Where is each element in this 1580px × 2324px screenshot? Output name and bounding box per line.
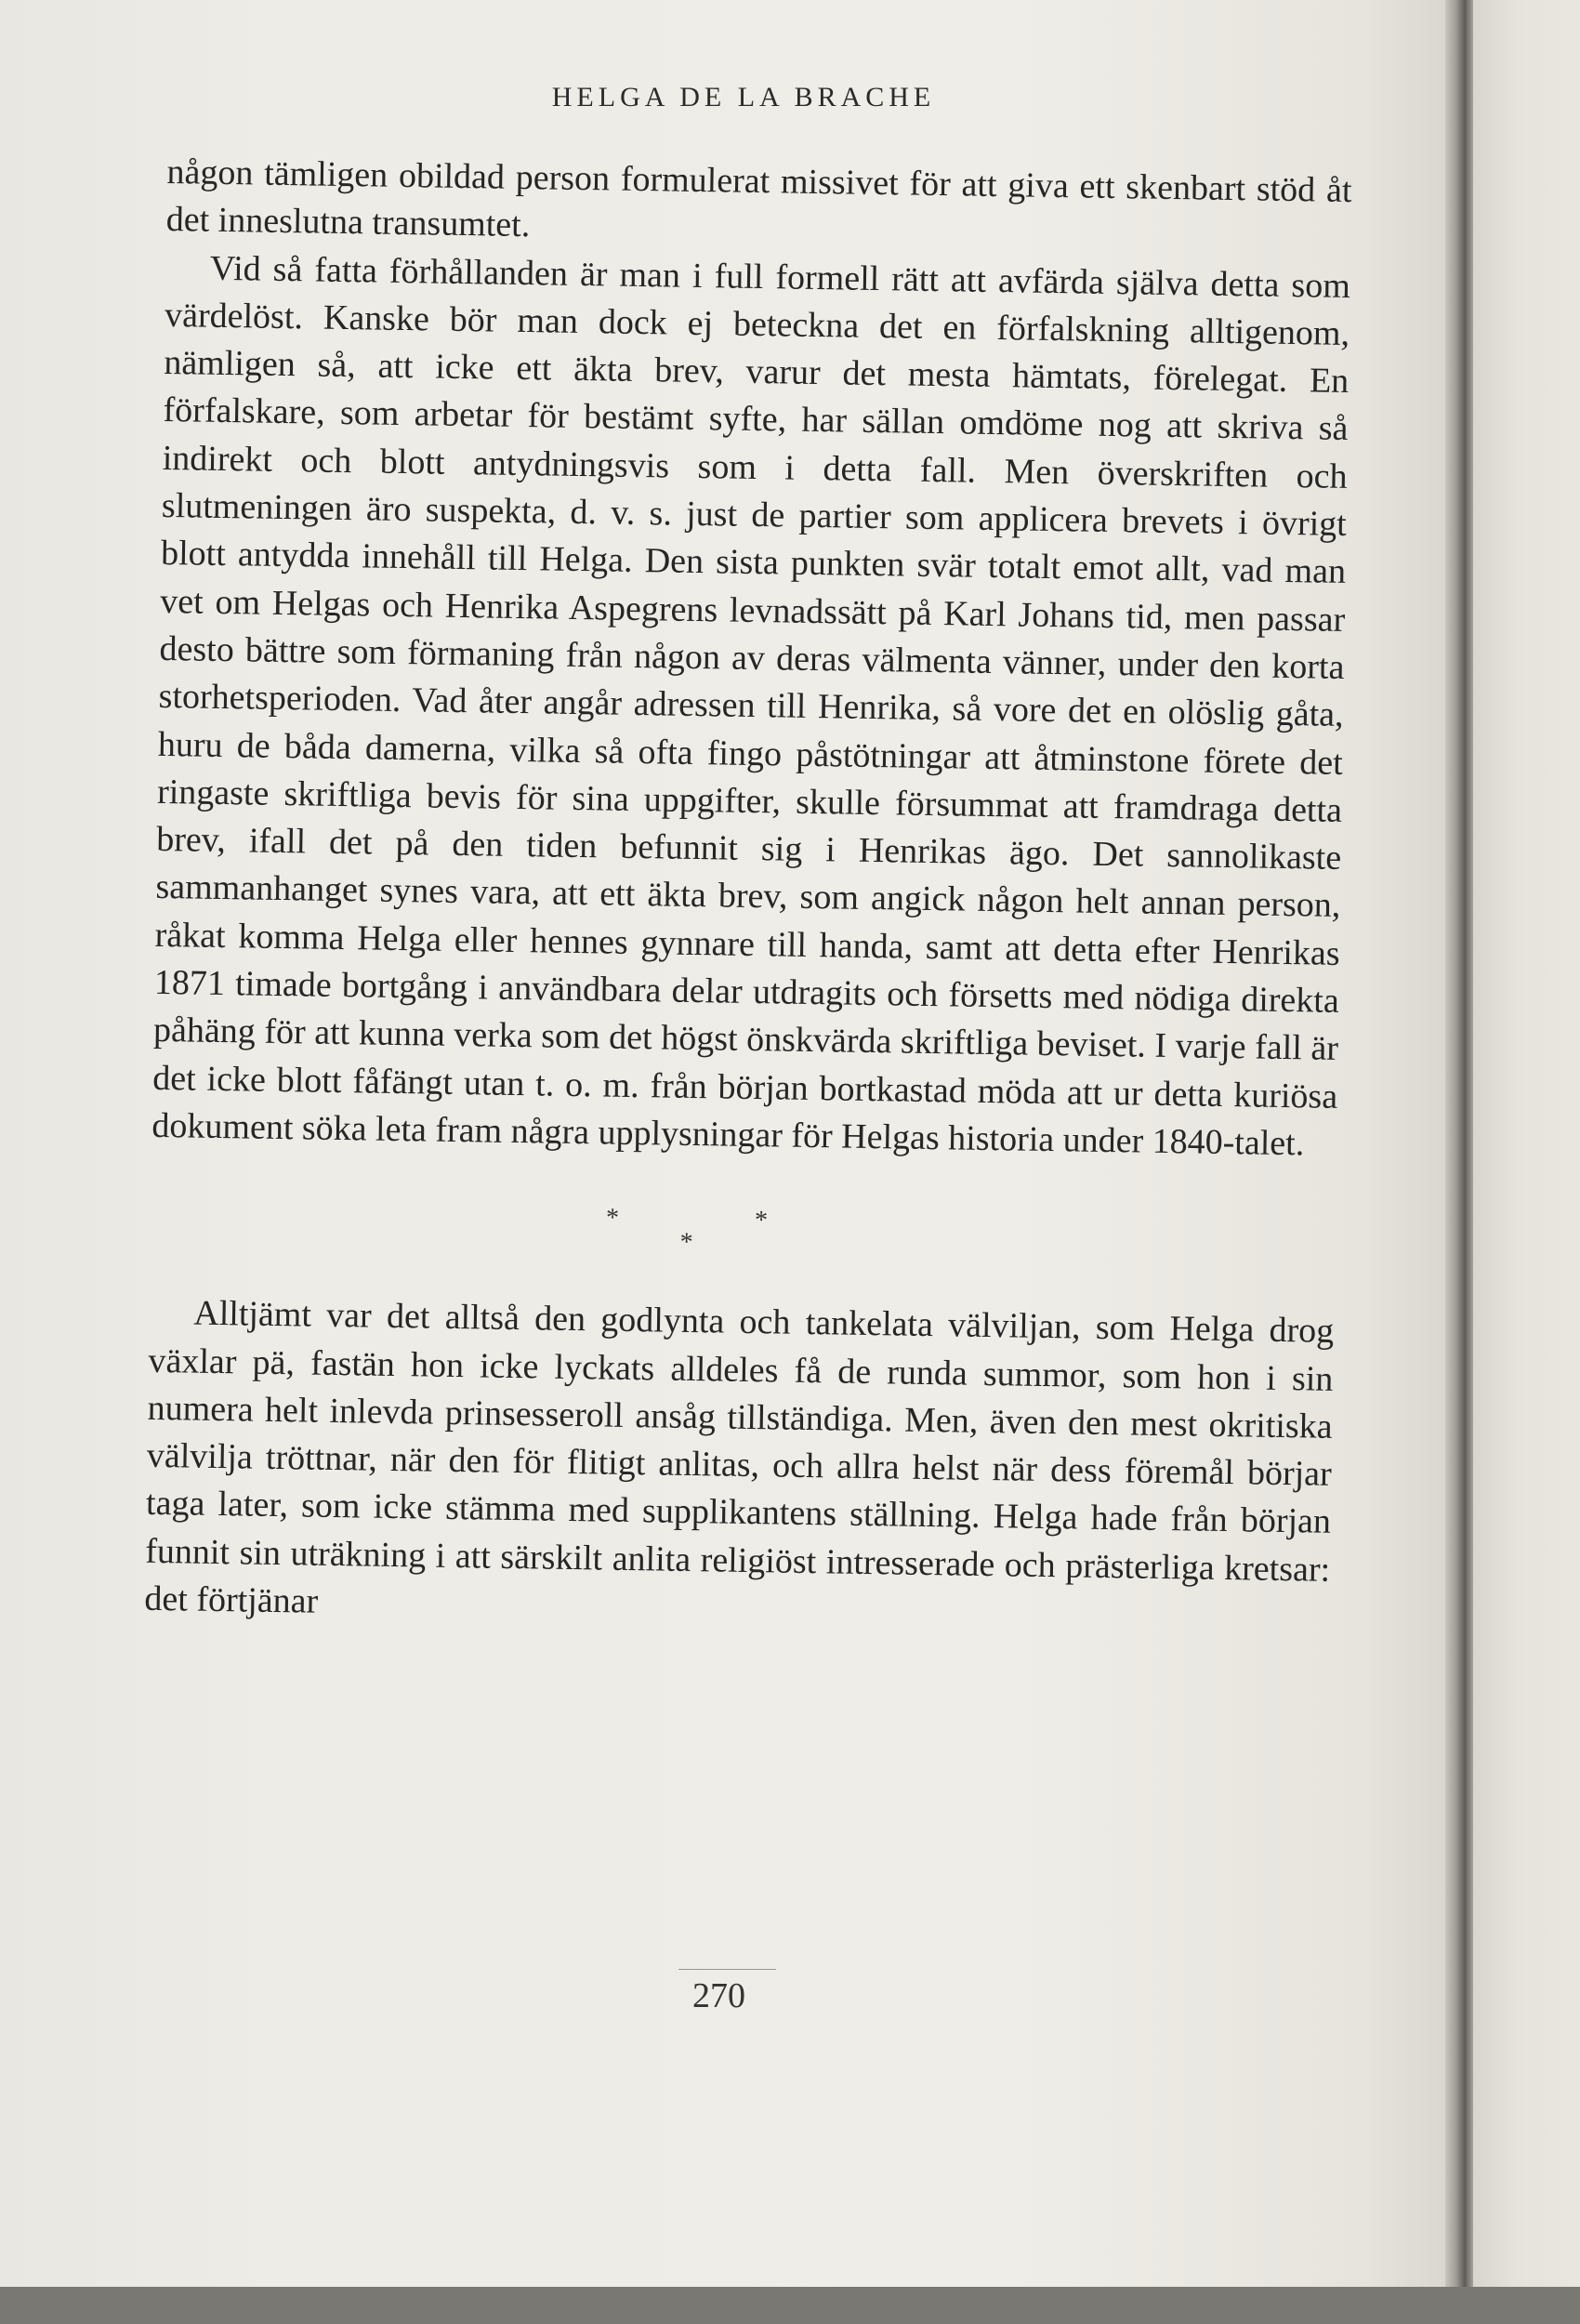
paragraph-new-section: Alltjämt var det alltså den godlynta och tankelata välviljan, som Helga drog växlar pä, fastän hon icke lyckats alldeles få de runda summor, som hon i sin numera helt inlevda prinsesseroll ansåg tillständiga. Men, även den mest okritiska välvilja tröttnar, när den för flitigt anlitas, och allra helst när dess föremål börjar taga later, som icke stämma med supplikantens ställning. Helga hade från början funnit sin uträkning i att särskilt anlita religiöst intresserade och prästerliga kretsar: det förtjänar — [144, 1293, 1335, 1621]
section-break — [150, 1150, 1336, 1308]
page-number: 270 — [692, 1976, 745, 2015]
body-text — [144, 149, 1352, 1642]
paragraph-continued: någon tämligen obildad person formulerat missivet för att giva ett skenbart stöd åt det inneslutna transumtet. — [165, 152, 1352, 245]
running-head: HELGA DE LA BRACHE — [551, 82, 936, 112]
asterisk-left: * — [605, 1203, 620, 1234]
asterisk-middle: * — [679, 1228, 693, 1258]
asterisk-right: * — [754, 1206, 769, 1235]
bottom-edge — [0, 2287, 1580, 2324]
facing-page-edge — [1473, 0, 1580, 2287]
book-gutter — [1445, 0, 1473, 2324]
paragraph-main: Vid så fatta förhållanden är man i full formell rätt att avfärda själva detta som värdelöst. Kanske bör man dock ej beteckna det en förfalskning alltigenom, nämligen så, att icke ett äkta brev, varur det mesta hämtats, förelegat. En förfalskare, som arbetar för bestämt syfte, har sällan omdöme nog att skriva så indirekt och blott antydningsvis som i detta fall. Men överskriften och slutmeningen äro suspekta, d. v. s. just de partier som applicera brevets i övrigt blott antydda innehåll till Helga. Den sista punkten svär totalt emot allt, vad man vet om Helgas och Henrika Aspegrens levnadssätt på Karl Johans tid, men passar desto bättre som förmaning från någon av deras välmenta vänner, under den korta storhetsperioden. Vad åter angår adressen till Henrika, så vore det en olöslig gåta, huru de båda damerna, vilka så ofta fingo påstötningar att åtminstone förete det ringaste skriftliga bevis för sina uppgifter, skulle försummat att framdraga detta brev, ifall det på den tiden befunnit sig i Henrikas ägo. Det sannolikaste sammanhanget synes vara, att ett äkta brev, som angick någon helt annan person, råkat komma Helga eller hennes gynnare till handa, samt att detta efter Henrikas 1871 timade bortgång i användbara delar utdragits och försetts med nödiga direkta påhäng för att kunna verka som det högst önskvärda skriftliga beviset. I varje fall är det icke blott fåfängt utan t. o. m. från början bortkastad möda att ur detta kuriösa dokument söka leta fram några upplysningar för Helgas historia under 1840-talet. — [151, 248, 1351, 1164]
page-number-rule — [678, 1969, 776, 1970]
